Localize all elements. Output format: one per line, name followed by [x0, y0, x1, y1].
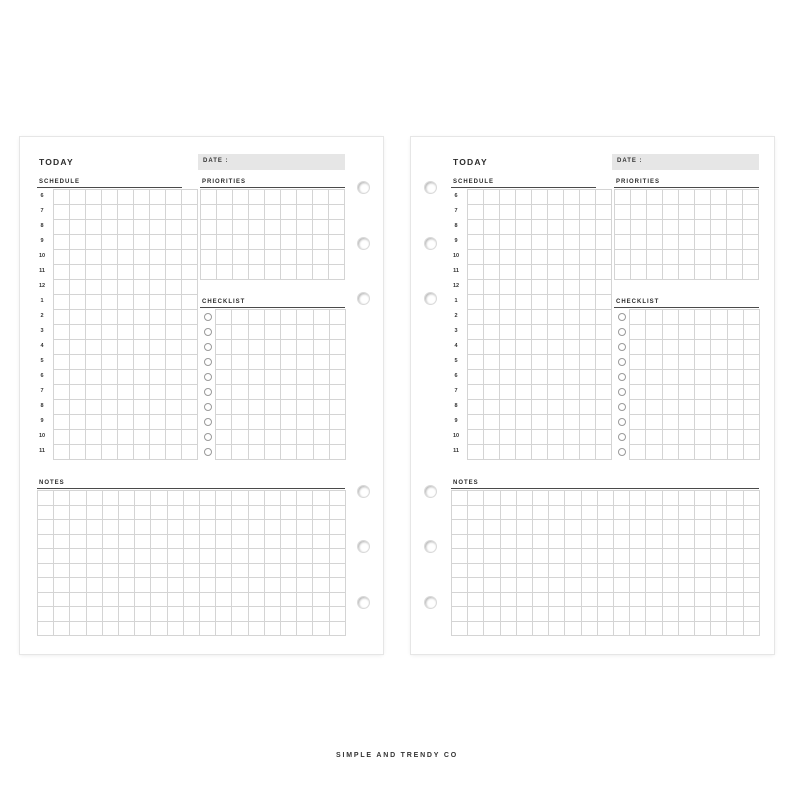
checklist-label: CHECKLIST [616, 299, 660, 305]
ring-hole [424, 237, 437, 250]
checklist-grid [215, 309, 345, 459]
checkbox[interactable] [204, 373, 212, 381]
hour-label: 4 [454, 343, 458, 349]
hour-label: 7 [40, 388, 44, 394]
grid-border [53, 189, 198, 460]
ring-hole [424, 181, 437, 194]
priorities-rule [614, 187, 759, 188]
checkbox[interactable] [618, 388, 626, 396]
hour-label: 10 [38, 433, 46, 439]
hour-label: 9 [454, 238, 458, 244]
priorities-grid [200, 189, 344, 279]
hour-label: 10 [38, 253, 46, 259]
hour-label: 9 [454, 418, 458, 424]
grid-border [467, 189, 612, 460]
grid-border [614, 189, 759, 280]
hour-label: 5 [454, 358, 458, 364]
checkbox[interactable] [618, 448, 626, 456]
schedule-rule [451, 187, 596, 188]
grid-border [451, 490, 760, 636]
ring-hole [357, 237, 370, 250]
notes-label: NOTES [453, 480, 479, 486]
hour-label: 9 [40, 238, 44, 244]
checkbox[interactable] [204, 433, 212, 441]
hour-label: 8 [40, 403, 44, 409]
ring-hole [357, 596, 370, 609]
checkbox[interactable] [618, 373, 626, 381]
date-field[interactable] [198, 154, 345, 170]
grid-border [200, 189, 345, 280]
checkbox[interactable] [618, 433, 626, 441]
schedule-label: SCHEDULE [453, 179, 495, 185]
priorities-label: PRIORITIES [202, 179, 247, 185]
checkbox[interactable] [204, 313, 212, 321]
hour-label: 8 [454, 403, 458, 409]
schedule-grid [53, 189, 197, 459]
ring-hole [357, 485, 370, 498]
ring-hole [357, 292, 370, 305]
hour-label: 8 [454, 223, 458, 229]
checklist-label: CHECKLIST [202, 299, 246, 305]
grid-border [37, 490, 346, 636]
checkbox[interactable] [204, 358, 212, 366]
priorities-grid [614, 189, 758, 279]
schedule-rule [37, 187, 182, 188]
checklist-rule [614, 307, 759, 308]
hour-label: 12 [38, 283, 46, 289]
checkbox[interactable] [618, 418, 626, 426]
ring-hole [424, 540, 437, 553]
hour-label: 1 [454, 298, 458, 304]
hour-label: 7 [454, 208, 458, 214]
checkbox[interactable] [204, 448, 212, 456]
notes-rule [451, 488, 759, 489]
hour-label: 4 [40, 343, 44, 349]
hour-label: 6 [454, 193, 458, 199]
hour-label: 12 [452, 283, 460, 289]
page-title: TODAY [453, 157, 488, 167]
hour-label: 7 [454, 388, 458, 394]
ring-hole [424, 485, 437, 498]
grid-border [215, 309, 346, 460]
checkbox[interactable] [618, 343, 626, 351]
date-label: DATE : [203, 158, 229, 164]
hour-label: 7 [40, 208, 44, 214]
hour-label: 5 [40, 358, 44, 364]
hour-label: 10 [452, 433, 460, 439]
hour-label: 11 [453, 448, 459, 454]
checkbox[interactable] [204, 403, 212, 411]
hour-label: 6 [454, 373, 458, 379]
hour-label: 9 [40, 418, 44, 424]
planner-page-left [20, 137, 383, 654]
hour-label: 3 [454, 328, 458, 334]
checkbox[interactable] [204, 418, 212, 426]
page-title: TODAY [39, 157, 74, 167]
hour-label: 2 [40, 313, 44, 319]
checkbox[interactable] [618, 358, 626, 366]
ring-hole [357, 540, 370, 553]
hour-label: 6 [40, 373, 44, 379]
hour-label: 1 [40, 298, 44, 304]
ring-hole [424, 292, 437, 305]
hour-label: 10 [452, 253, 460, 259]
priorities-rule [200, 187, 345, 188]
checkbox[interactable] [618, 328, 626, 336]
hour-label: 11 [39, 268, 45, 274]
checkbox[interactable] [618, 403, 626, 411]
hour-label: 3 [40, 328, 44, 334]
date-field[interactable] [612, 154, 759, 170]
ring-hole [424, 596, 437, 609]
hour-label: 8 [40, 223, 44, 229]
hour-label: 11 [39, 448, 45, 454]
checkbox[interactable] [204, 328, 212, 336]
hour-label: 2 [454, 313, 458, 319]
checkbox[interactable] [204, 388, 212, 396]
planner-page-right [411, 137, 774, 654]
grid-border [629, 309, 760, 460]
checkbox[interactable] [204, 343, 212, 351]
priorities-label: PRIORITIES [616, 179, 661, 185]
date-label: DATE : [617, 158, 643, 164]
hour-label: 6 [40, 193, 44, 199]
ring-hole [357, 181, 370, 194]
hour-label: 11 [453, 268, 459, 274]
notes-grid [451, 490, 759, 635]
notes-label: NOTES [39, 480, 65, 486]
checklist-grid [629, 309, 759, 459]
brand-footer: SIMPLE AND TRENDY CO [336, 752, 458, 759]
notes-rule [37, 488, 345, 489]
schedule-grid [467, 189, 611, 459]
notes-grid [37, 490, 345, 635]
schedule-label: SCHEDULE [39, 179, 81, 185]
checklist-rule [200, 307, 345, 308]
checkbox[interactable] [618, 313, 626, 321]
